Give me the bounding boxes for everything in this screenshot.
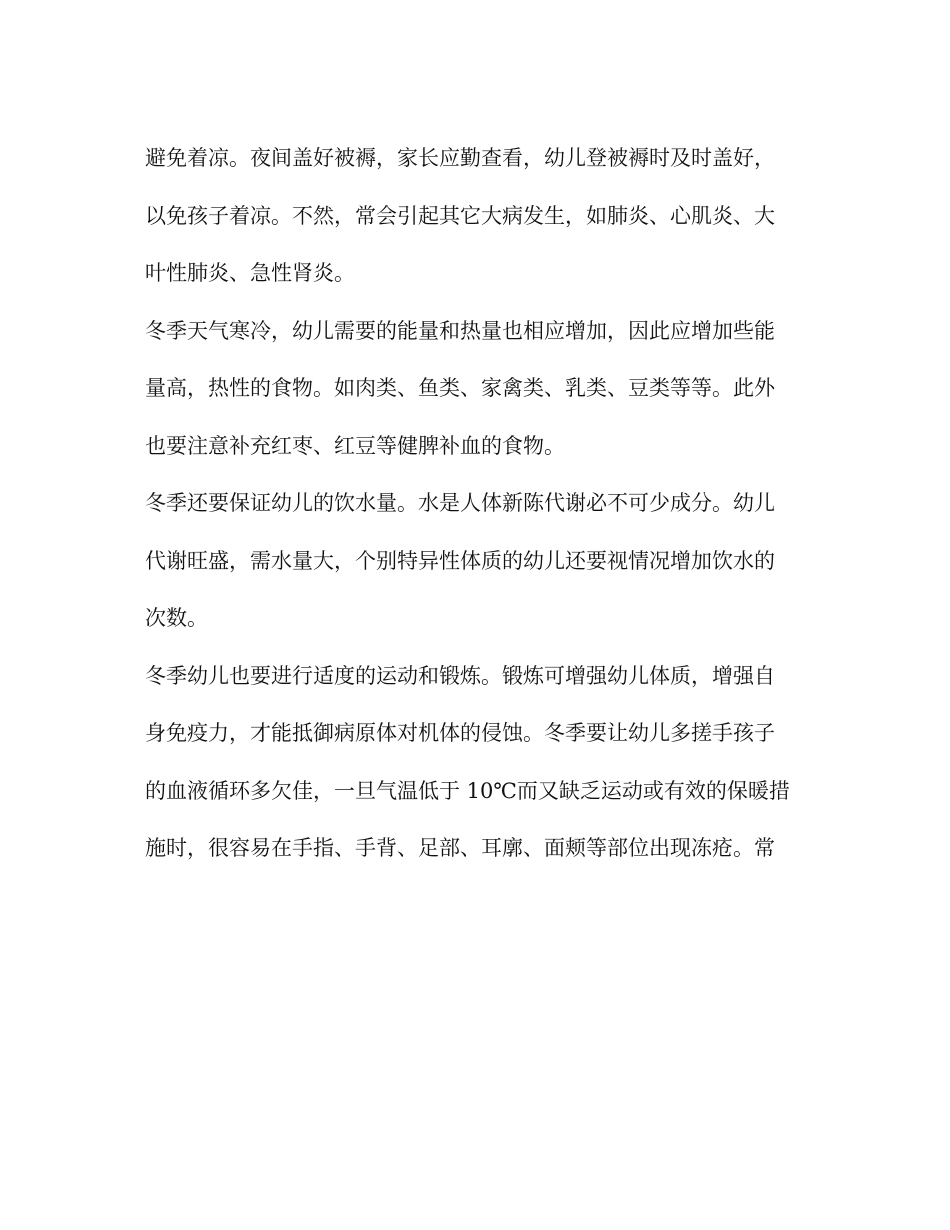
text-line: 以免孩子着凉。不然，常会引起其它大病发生，如肺炎、心肌炎、大 — [145, 203, 775, 228]
text-line: 代谢旺盛，需水量大，个别特异性体质的幼儿还要视情况增加饮水的 — [145, 548, 775, 573]
text-line: 避免着凉。夜间盖好被褥，家长应勤查看，幼儿登被褥时及时盖好， — [145, 146, 775, 170]
text-line: 施时，很容易在手指、手背、足部、耳廓、面颊等部位出现冻疮。常 — [145, 836, 775, 860]
text-line: 冬季还要保证幼儿的饮水量。水是人体新陈代谢必不可少成分。幼儿 — [145, 491, 775, 515]
text-line: 也要注意补充红枣、红豆等健脾补血的食物。 — [145, 433, 565, 458]
text-line: 身免疫力，才能抵御病原体对机体的侵蚀。冬季要让幼儿多搓手孩子 — [145, 721, 775, 745]
text-line: 的血液循环多欠佳，一旦气温低于 10℃而又缺乏运动或有效的保暖措 — [145, 778, 790, 803]
text-line: 冬季幼儿也要进行适度的运动和锻炼。锻炼可增强幼儿体质，增强自 — [145, 663, 775, 688]
text-line: 冬季天气寒冷，幼儿需要的能量和热量也相应增加，因此应增加些能 — [145, 318, 775, 343]
text-line: 叶性肺炎、急性肾炎。 — [145, 261, 355, 285]
text-line: 次数。 — [145, 606, 208, 630]
body-text — [145, 130, 805, 878]
text-line: 量高，热性的食物。如肉类、鱼类、家禽类、乳类、豆类等等。此外 — [145, 376, 775, 400]
